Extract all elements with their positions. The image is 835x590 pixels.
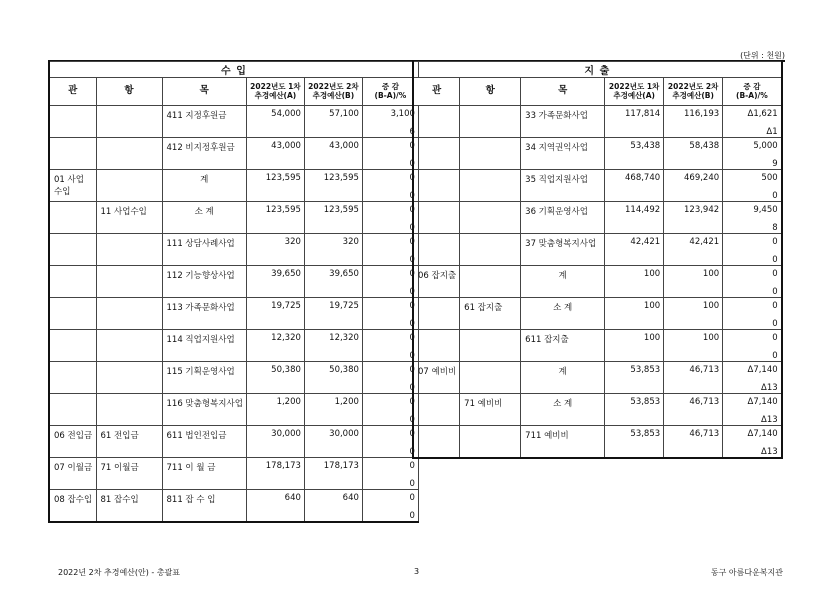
cell-gwan bbox=[49, 106, 96, 138]
cell-gwan bbox=[49, 266, 96, 298]
cell-budget-a: 53,853 bbox=[605, 394, 664, 426]
cell-mok: 소 계 bbox=[521, 298, 605, 330]
cell-budget-b: 42,421 bbox=[664, 234, 723, 266]
expense-column-headers bbox=[413, 78, 782, 106]
cell-budget-b: 320 bbox=[304, 234, 362, 266]
cell-budget-b: 123,595 bbox=[304, 202, 362, 234]
expense-header-hang: 항 bbox=[460, 78, 521, 106]
cell-mok: 115 기획운영사업 bbox=[162, 362, 246, 394]
diff-percent: 0 bbox=[409, 447, 415, 457]
diff-percent: 0 bbox=[409, 287, 415, 297]
table-row bbox=[413, 426, 782, 459]
diff-amount: 0 bbox=[409, 365, 415, 375]
diff-percent: 0 bbox=[409, 479, 415, 489]
diff-amount: 0 bbox=[409, 333, 415, 343]
cell-diff bbox=[362, 490, 418, 523]
diff-amount: 0 bbox=[772, 269, 778, 279]
diff-amount: Δ1,621 bbox=[747, 109, 778, 119]
diff-amount: 3,100 bbox=[390, 109, 415, 119]
table-row bbox=[49, 458, 418, 490]
diff-amount: 0 bbox=[409, 141, 415, 151]
cell-mok: 114 직업지원사업 bbox=[162, 330, 246, 362]
diff-amount: 9,450 bbox=[753, 205, 778, 215]
table-row bbox=[49, 170, 418, 202]
cell-hang bbox=[460, 234, 521, 266]
table-row bbox=[413, 234, 782, 266]
cell-hang bbox=[96, 234, 162, 266]
cell-diff bbox=[723, 426, 782, 459]
diff-amount: 500 bbox=[761, 173, 778, 183]
cell-budget-a: 100 bbox=[605, 298, 664, 330]
cell-gwan: 06 전입금 bbox=[49, 426, 96, 458]
cell-budget-b: 116,193 bbox=[664, 106, 723, 138]
cell-budget-a: 320 bbox=[246, 234, 304, 266]
cell-diff bbox=[723, 202, 782, 234]
table-row bbox=[49, 330, 418, 362]
cell-hang bbox=[460, 362, 521, 394]
diff-percent: 0 bbox=[772, 287, 778, 297]
cell-budget-b: 19,725 bbox=[304, 298, 362, 330]
diff-percent: 0 bbox=[772, 319, 778, 329]
cell-gwan bbox=[413, 426, 460, 459]
cell-budget-a: 100 bbox=[605, 266, 664, 298]
diff-percent: 9 bbox=[772, 159, 778, 169]
cell-diff bbox=[723, 170, 782, 202]
cell-diff bbox=[723, 234, 782, 266]
cell-budget-a: 19,725 bbox=[246, 298, 304, 330]
cell-budget-b: 43,000 bbox=[304, 138, 362, 170]
cell-budget-a: 640 bbox=[246, 490, 304, 523]
table-row bbox=[49, 138, 418, 170]
diff-percent: 6 bbox=[409, 127, 415, 137]
expense-table bbox=[412, 61, 783, 459]
cell-mok: 611 법인전입금 bbox=[162, 426, 246, 458]
diff-percent: Δ13 bbox=[761, 415, 778, 425]
cell-mok: 113 가족문화사업 bbox=[162, 298, 246, 330]
cell-hang bbox=[96, 170, 162, 202]
cell-budget-b: 46,713 bbox=[664, 426, 723, 459]
table-row bbox=[49, 106, 418, 138]
cell-hang: 61 전입금 bbox=[96, 426, 162, 458]
cell-hang bbox=[96, 298, 162, 330]
cell-gwan bbox=[413, 394, 460, 426]
diff-percent: 8 bbox=[772, 223, 778, 233]
cell-mok: 계 bbox=[521, 266, 605, 298]
cell-hang bbox=[460, 330, 521, 362]
diff-amount: 0 bbox=[409, 429, 415, 439]
cell-hang bbox=[96, 362, 162, 394]
cell-budget-a: 468,740 bbox=[605, 170, 664, 202]
cell-gwan: 07 예비비 bbox=[413, 362, 460, 394]
income-table bbox=[48, 61, 419, 523]
diff-percent: 0 bbox=[409, 351, 415, 361]
diff-percent: 0 bbox=[772, 191, 778, 201]
cell-diff bbox=[362, 330, 418, 362]
diff-amount: Δ7,140 bbox=[747, 429, 778, 439]
cell-gwan bbox=[49, 394, 96, 426]
cell-hang bbox=[460, 170, 521, 202]
cell-gwan bbox=[49, 298, 96, 330]
cell-mok: 711 이 월 금 bbox=[162, 458, 246, 490]
cell-budget-b: 100 bbox=[664, 266, 723, 298]
table-row bbox=[413, 330, 782, 362]
expense-header-budget-b: 2022년도 2차 추경예산(B) bbox=[664, 78, 723, 106]
cell-gwan bbox=[49, 330, 96, 362]
cell-mok: 계 bbox=[162, 170, 246, 202]
table-row bbox=[413, 298, 782, 330]
diff-amount: 0 bbox=[409, 237, 415, 247]
cell-budget-a: 43,000 bbox=[246, 138, 304, 170]
cell-mok: 34 지역권익사업 bbox=[521, 138, 605, 170]
cell-mok: 412 비지정후원금 bbox=[162, 138, 246, 170]
cell-diff bbox=[362, 138, 418, 170]
cell-gwan bbox=[413, 330, 460, 362]
cell-mok: 소 계 bbox=[521, 394, 605, 426]
diff-percent: 0 bbox=[409, 383, 415, 393]
cell-mok: 계 bbox=[521, 362, 605, 394]
cell-budget-b: 100 bbox=[664, 330, 723, 362]
diff-percent: 0 bbox=[409, 191, 415, 201]
income-rows bbox=[49, 106, 418, 523]
cell-mok: 116 맞춤형복지사업 bbox=[162, 394, 246, 426]
cell-budget-b: 46,713 bbox=[664, 394, 723, 426]
cell-hang bbox=[96, 394, 162, 426]
table-row bbox=[49, 234, 418, 266]
cell-mok: 소 계 bbox=[162, 202, 246, 234]
cell-hang bbox=[96, 330, 162, 362]
diff-amount: 0 bbox=[772, 237, 778, 247]
expense-header-budget-a: 2022년도 1차 추경예산(A) bbox=[605, 78, 664, 106]
cell-mok: 811 잡 수 입 bbox=[162, 490, 246, 523]
cell-hang bbox=[460, 202, 521, 234]
cell-mok: 111 상담사례사업 bbox=[162, 234, 246, 266]
cell-budget-a: 39,650 bbox=[246, 266, 304, 298]
diff-percent: Δ1 bbox=[766, 127, 778, 137]
cell-gwan: 07 이월금 bbox=[49, 458, 96, 490]
diff-percent: Δ13 bbox=[761, 447, 778, 457]
income-header-budget-b: 2022년도 2차 추경예산(B) bbox=[304, 78, 362, 106]
cell-budget-b: 1,200 bbox=[304, 394, 362, 426]
income-band-title: 수 입 bbox=[49, 62, 418, 78]
cell-gwan bbox=[413, 298, 460, 330]
income-header-gwan: 관 bbox=[49, 78, 96, 106]
cell-budget-b: 100 bbox=[664, 298, 723, 330]
cell-mok: 36 기획운영사업 bbox=[521, 202, 605, 234]
cell-budget-b: 178,173 bbox=[304, 458, 362, 490]
cell-mok: 33 가족문화사업 bbox=[521, 106, 605, 138]
cell-gwan bbox=[413, 138, 460, 170]
cell-budget-a: 54,000 bbox=[246, 106, 304, 138]
diff-amount: 5,000 bbox=[753, 141, 778, 151]
page-number: 3 bbox=[414, 567, 420, 576]
cell-budget-b: 46,713 bbox=[664, 362, 723, 394]
cell-gwan bbox=[413, 234, 460, 266]
diff-percent: 0 bbox=[409, 255, 415, 265]
cell-budget-a: 53,853 bbox=[605, 362, 664, 394]
cell-diff bbox=[723, 298, 782, 330]
expense-band-title: 지 출 bbox=[413, 62, 782, 78]
income-header-hang: 항 bbox=[96, 78, 162, 106]
diff-percent: 0 bbox=[772, 351, 778, 361]
cell-hang: 81 잡수입 bbox=[96, 490, 162, 523]
table-row bbox=[413, 138, 782, 170]
table-row bbox=[49, 298, 418, 330]
diff-amount: 0 bbox=[772, 301, 778, 311]
income-header-diff: 증 감 (B-A)/% bbox=[362, 78, 418, 106]
cell-budget-a: 1,200 bbox=[246, 394, 304, 426]
cell-budget-b: 469,240 bbox=[664, 170, 723, 202]
cell-diff bbox=[723, 394, 782, 426]
cell-diff bbox=[723, 266, 782, 298]
cell-diff bbox=[362, 298, 418, 330]
cell-budget-b: 50,380 bbox=[304, 362, 362, 394]
table-row bbox=[413, 106, 782, 138]
cell-diff bbox=[362, 458, 418, 490]
diff-percent: 0 bbox=[409, 159, 415, 169]
table-row bbox=[49, 266, 418, 298]
cell-gwan bbox=[413, 106, 460, 138]
cell-diff bbox=[362, 426, 418, 458]
cell-gwan: 06 잡지출 bbox=[413, 266, 460, 298]
cell-gwan bbox=[49, 234, 96, 266]
cell-hang bbox=[460, 138, 521, 170]
diff-percent: 0 bbox=[409, 223, 415, 233]
cell-budget-a: 123,595 bbox=[246, 170, 304, 202]
cell-hang: 71 예비비 bbox=[460, 394, 521, 426]
cell-diff bbox=[723, 106, 782, 138]
cell-mok: 711 예비비 bbox=[521, 426, 605, 459]
cell-hang bbox=[460, 106, 521, 138]
cell-budget-a: 42,421 bbox=[605, 234, 664, 266]
table-row bbox=[413, 362, 782, 394]
table-row bbox=[49, 426, 418, 458]
footer-organization: 동구 아름다운복지관 bbox=[710, 568, 783, 577]
cell-diff bbox=[362, 362, 418, 394]
income-header-mok: 목 bbox=[162, 78, 246, 106]
cell-gwan bbox=[413, 170, 460, 202]
cell-mok: 611 잡지출 bbox=[521, 330, 605, 362]
diff-amount: 0 bbox=[409, 205, 415, 215]
cell-hang: 11 사업수입 bbox=[96, 202, 162, 234]
cell-budget-a: 123,595 bbox=[246, 202, 304, 234]
cell-hang bbox=[96, 266, 162, 298]
income-header-budget-a: 2022년도 1차 추경예산(A) bbox=[246, 78, 304, 106]
diff-amount: Δ7,140 bbox=[747, 365, 778, 375]
cell-budget-a: 30,000 bbox=[246, 426, 304, 458]
cell-gwan bbox=[49, 138, 96, 170]
cell-diff bbox=[362, 202, 418, 234]
diff-amount: 0 bbox=[409, 269, 415, 279]
diff-percent: Δ13 bbox=[761, 383, 778, 393]
unit-note: (단위 : 천원) bbox=[740, 51, 785, 60]
cell-mok: 35 직업지원사업 bbox=[521, 170, 605, 202]
cell-hang bbox=[460, 426, 521, 459]
income-column-headers bbox=[49, 78, 418, 106]
diff-amount: 0 bbox=[772, 333, 778, 343]
cell-budget-a: 12,320 bbox=[246, 330, 304, 362]
cell-diff bbox=[723, 362, 782, 394]
diff-amount: Δ7,140 bbox=[747, 397, 778, 407]
cell-diff bbox=[362, 234, 418, 266]
cell-budget-b: 30,000 bbox=[304, 426, 362, 458]
cell-mok: 37 맞춤형복지사업 bbox=[521, 234, 605, 266]
footer-title: 2022년 2차 추경예산(안) - 총괄표 bbox=[58, 568, 181, 577]
cell-hang bbox=[96, 106, 162, 138]
cell-hang: 71 이월금 bbox=[96, 458, 162, 490]
cell-budget-a: 53,853 bbox=[605, 426, 664, 459]
table-row bbox=[413, 202, 782, 234]
cell-gwan bbox=[413, 202, 460, 234]
diff-amount: 0 bbox=[409, 493, 415, 503]
cell-diff bbox=[362, 394, 418, 426]
cell-budget-b: 58,438 bbox=[664, 138, 723, 170]
cell-budget-b: 57,100 bbox=[304, 106, 362, 138]
cell-gwan bbox=[49, 362, 96, 394]
cell-diff bbox=[362, 170, 418, 202]
cell-diff bbox=[723, 330, 782, 362]
cell-hang bbox=[460, 266, 521, 298]
diff-percent: 0 bbox=[772, 255, 778, 265]
table-row bbox=[49, 490, 418, 523]
cell-gwan bbox=[49, 202, 96, 234]
cell-budget-b: 123,595 bbox=[304, 170, 362, 202]
cell-gwan: 08 잡수입 bbox=[49, 490, 96, 523]
diff-amount: 0 bbox=[409, 397, 415, 407]
expense-header-gwan: 관 bbox=[413, 78, 460, 106]
diff-percent: 0 bbox=[409, 415, 415, 425]
cell-gwan: 01 사업 수입 bbox=[49, 170, 96, 202]
table-row bbox=[413, 266, 782, 298]
cell-hang bbox=[96, 138, 162, 170]
diff-amount: 0 bbox=[409, 301, 415, 311]
table-row bbox=[49, 394, 418, 426]
cell-budget-a: 50,380 bbox=[246, 362, 304, 394]
cell-budget-a: 117,814 bbox=[605, 106, 664, 138]
expense-rows bbox=[413, 106, 782, 459]
diff-percent: 0 bbox=[409, 319, 415, 329]
cell-budget-b: 640 bbox=[304, 490, 362, 523]
cell-diff bbox=[723, 138, 782, 170]
cell-budget-a: 53,438 bbox=[605, 138, 664, 170]
cell-budget-a: 178,173 bbox=[246, 458, 304, 490]
cell-budget-b: 123,942 bbox=[664, 202, 723, 234]
cell-diff bbox=[362, 266, 418, 298]
diff-percent: 0 bbox=[409, 511, 415, 521]
expense-header-diff: 증 감 (B-A)/% bbox=[723, 78, 782, 106]
cell-budget-b: 12,320 bbox=[304, 330, 362, 362]
diff-amount: 0 bbox=[409, 173, 415, 183]
table-row bbox=[49, 202, 418, 234]
cell-budget-a: 114,492 bbox=[605, 202, 664, 234]
table-row bbox=[413, 170, 782, 202]
cell-budget-a: 100 bbox=[605, 330, 664, 362]
cell-budget-b: 39,650 bbox=[304, 266, 362, 298]
cell-hang: 61 잡지출 bbox=[460, 298, 521, 330]
cell-mok: 411 지정후원금 bbox=[162, 106, 246, 138]
expense-header-mok: 목 bbox=[521, 78, 605, 106]
cell-mok: 112 기능향상사업 bbox=[162, 266, 246, 298]
diff-amount: 0 bbox=[409, 461, 415, 471]
cell-diff bbox=[362, 106, 418, 138]
table-row bbox=[49, 362, 418, 394]
table-row bbox=[413, 394, 782, 426]
